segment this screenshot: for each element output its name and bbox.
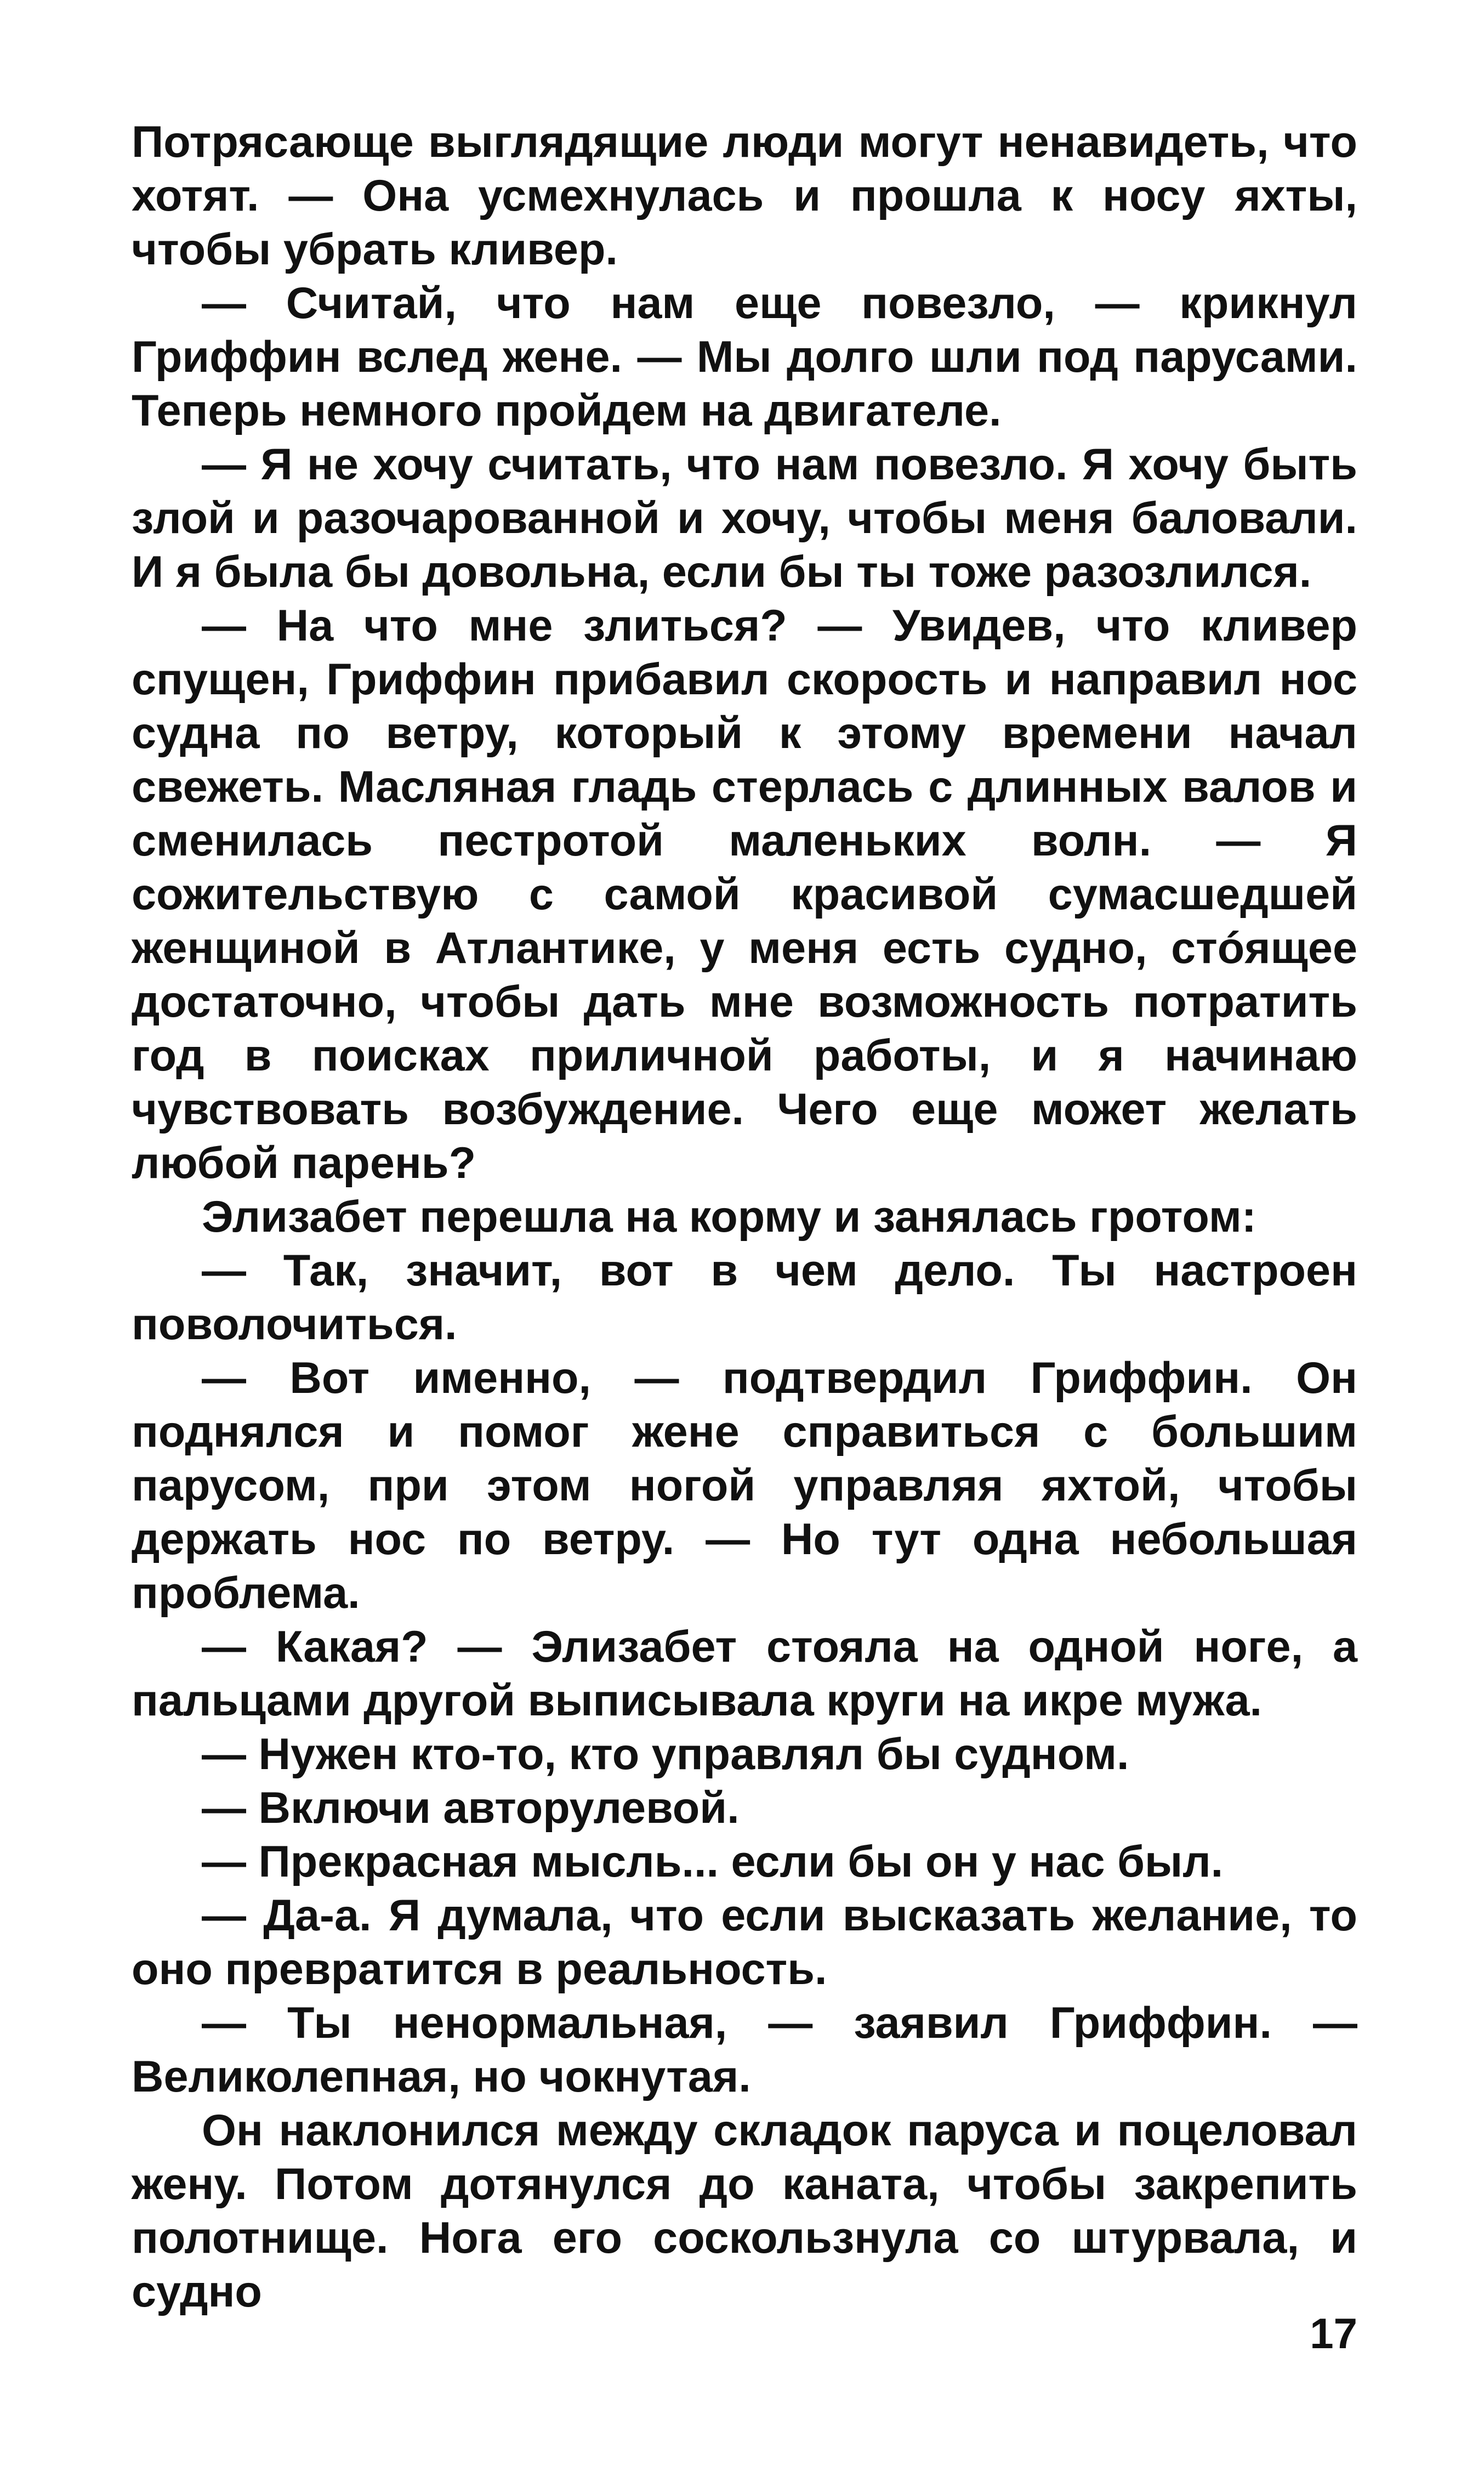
paragraph: — Какая? — Элизабет стояла на одной ноге, а пальцами другой выписывала круги на икре мужа.	[132, 1622, 1357, 1725]
paragraph: — Считай, что нам еще повезло, — крикнул Гриффин вслед жене. — Мы долго шли под парусами. Теперь немного пройдем на двигателе.	[132, 279, 1357, 435]
book-page	[132, 115, 1357, 2407]
paragraph: Он наклонился между складок паруса и поцеловал жену. Потом дотянулся до каната, чтобы закрепить полотнище. Нога его соскользнула со штурвала, и судно	[132, 2106, 1357, 2316]
paragraph: — Ты ненормальная, — заявил Гриффин. — Великолепная, но чокнутая.	[132, 1998, 1357, 2101]
paragraph: — Нужен кто-то, кто управлял бы судном.	[202, 1730, 1129, 1779]
paragraph: — Так, значит, вот в чем дело. Ты настроен поволочиться.	[132, 1246, 1357, 1349]
paragraph: — Я не хочу считать, что нам повезло. Я хочу быть злой и разочарованной и хочу, чтобы меня баловали. И я была бы довольна, если бы ты тоже разозлился.	[132, 440, 1357, 597]
paragraph: — Вот именно, — подтвердил Гриффин. Он поднялся и помог жене справиться с большим парусом, при этом ногой управляя яхтой, чтобы держать нос по ветру. — Но тут одна небольшая проблема.	[132, 1353, 1357, 1618]
paragraph: Потрясающе выглядящие люди могут ненавидеть, что хотят. — Она усмехнулась и прошла к носу яхты, чтобы убрать кливер.	[132, 117, 1357, 274]
page-text-body	[132, 115, 1357, 2319]
page-number: 17	[1310, 2309, 1357, 2358]
paragraph: — Включи авторулевой.	[202, 1783, 740, 1833]
paragraph: — Прекрасная мысль... если бы он у нас был.	[202, 1837, 1224, 1886]
paragraph: — Да-а. Я думала, что если высказать желание, то оно превратится в реальность.	[132, 1891, 1357, 1994]
paragraph: Элизабет перешла на корму и занялась гротом:	[202, 1192, 1256, 1242]
paragraph: — На что мне злиться? — Увидев, что кливер спущен, Гриффин прибавил скорость и направил нос судна по ветру, который к этому времени начал свежеть. Масляная гладь стерлась с длинных валов и сменилась пестротой маленьких волн. — Я сожительствую с самой красивой сумасшедшей женщиной в Атлантике, у меня есть судно, стóящее достаточно, чтобы дать мне возможность потратить год в поисках приличной работы, и я начинаю чувствовать возбуждение. Чего еще может желать любой парень?	[132, 601, 1357, 1188]
